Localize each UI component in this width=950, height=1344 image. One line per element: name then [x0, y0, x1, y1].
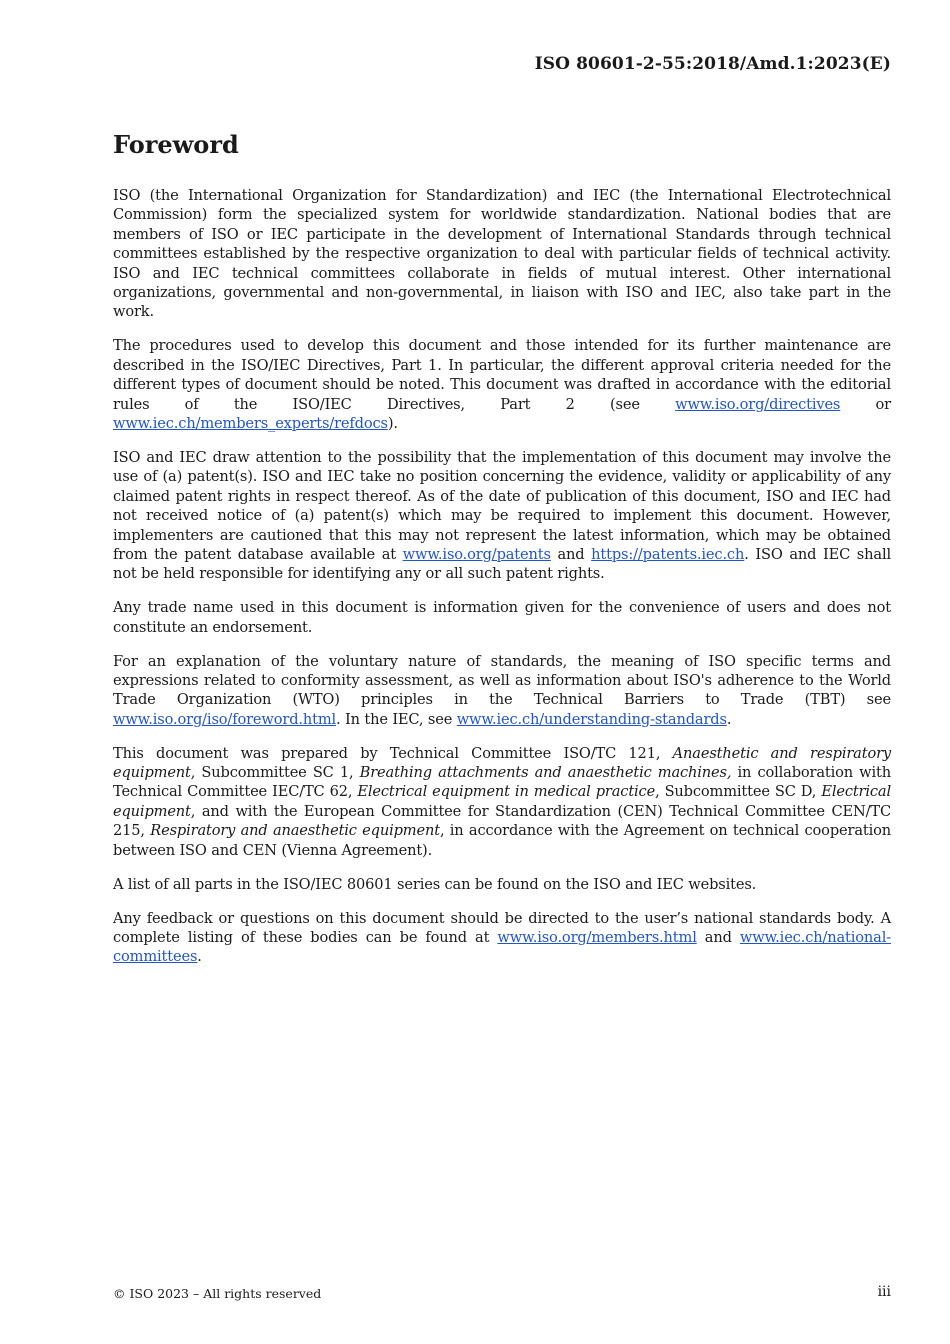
paragraph-iso-iec-intro [113, 186, 891, 322]
paragraph-text: The procedures used to develop this document and those intended for its further maintenance are described in the ISO/IEC Directives, Part 1. In particular, the different approval criteria needed for the different types of document should be noted. This document was drafted in accordance with the editorial rules of the ISO/IEC Directives, Part 2 (see [113, 337, 891, 413]
committee-title: Anaesthetic and respiratory equipment [113, 744, 892, 782]
paragraph-patents [113, 448, 891, 584]
page-number: iii [877, 1284, 891, 1300]
link-iso-members[interactable]: www.iso.org/members.html [497, 928, 697, 946]
committee-title: Respiratory and anaesthetic equipment [150, 822, 440, 840]
paragraph-text: . [197, 948, 202, 966]
subcommittee-title: Breathing attachments and anaesthetic machines, [359, 764, 732, 782]
paragraph-text: . [726, 710, 732, 728]
paragraph-text: or [840, 395, 892, 413]
link-iec-understanding-standards[interactable]: www.iec.ch/understanding-standards [456, 710, 727, 728]
paragraph-text: ISO (the International Organization for Standardization) and IEC (the International Electrotechnical Commission) form the specialized system for worldwide standardization. National bodies that are members of ISO or IEC participate in the development of International Standards through technical committees established by the respective organization to deal with particular fields of technical activity. ISO and IEC technical committees collaborate in fields of mutual interest. Other international organizations, governmental and non-governmental, in liaison with ISO and IEC, also take part in the work. [113, 187, 891, 321]
paragraph-text: . ISO and IEC shall not be held responsible for identifying any or all such patent rights. [113, 545, 891, 583]
link-iec-refdocs[interactable]: www.iec.ch/members_experts/refdocs [113, 414, 388, 432]
paragraph-text: ISO and IEC draw attention to the possibility that the implementation of this document may involve the use of (a) patent(s). ISO and IEC take no position concerning the evidence, validity or applicability of any claimed patent rights in respect thereof. As of the date of publication of this document, ISO and IEC had not received notice of (a) patent(s) which may be required to implement this document. However, implementers are cautioned that this may not represent the latest information, which may be obtained from the patent database available at [113, 448, 891, 563]
paragraph-text: in collaboration with Technical Committee IEC/TC 62, [113, 764, 892, 801]
subcommittee-title: Electrical equipment [113, 783, 891, 820]
paragraph-text: and [696, 928, 740, 946]
paragraph-voluntary-nature [113, 652, 891, 730]
paragraph-text: Any trade name used in this document is information given for the convenience of users and does not constitute an endorsement. [113, 599, 891, 636]
link-iso-directives[interactable]: www.iso.org/directives [675, 395, 841, 413]
paragraph-procedures [113, 336, 891, 433]
paragraph-text: , Subcommittee SC 1, [190, 764, 360, 782]
paragraph-series-list [113, 875, 891, 894]
foreword-body [113, 186, 891, 981]
paragraph-text: , in accordance with the Agreement on technical cooperation between ISO and CEN (Vienna Agreement). [113, 822, 891, 859]
link-iec-patents[interactable]: https://patents.iec.ch [591, 545, 745, 563]
copyright-notice: © ISO 2023 – All rights reserved [113, 1286, 322, 1301]
paragraph-text: This document was prepared by Technical Committee ISO/TC 121, [113, 744, 673, 762]
paragraph-text: . In the IEC, see [336, 710, 457, 728]
paragraph-trade-name [113, 598, 891, 637]
paragraph-text: Any feedback or questions on this document should be directed to the user’s national standards body. A complete listing of these bodies can be found at [113, 909, 891, 946]
paragraph-text: A list of all parts in the ISO/IEC 80601 series can be found on the ISO and IEC websites. [113, 875, 757, 893]
paragraph-prepared-by [113, 744, 891, 860]
page-title: Foreword [113, 130, 239, 159]
paragraph-text: ). [387, 414, 398, 432]
paragraph-text: , Subcommittee SC D, [655, 783, 822, 801]
paragraph-text: , and with the European Committee for Standardization (CEN) Technical Committee CEN/TC 215, [113, 802, 891, 840]
committee-title: Electrical equipment in medical practice [357, 783, 656, 801]
document-id: ISO 80601-2-55:2018/Amd.1:2023(E) [534, 54, 891, 74]
link-iso-foreword[interactable]: www.iso.org/iso/foreword.html [113, 710, 337, 728]
link-iso-patents[interactable]: www.iso.org/patents [402, 545, 551, 563]
link-iec-national-committees[interactable]: www.iec.ch/national-committees [113, 928, 891, 966]
paragraph-feedback [113, 909, 891, 967]
paragraph-text: and [550, 545, 592, 563]
paragraph-text: For an explanation of the voluntary nature of standards, the meaning of ISO specific terms and expressions related to conformity assessment, as well as information about ISO's adherence to the World Trade Organization (WTO) principles in the Technical Barriers to Trade (TBT) see [113, 652, 891, 709]
